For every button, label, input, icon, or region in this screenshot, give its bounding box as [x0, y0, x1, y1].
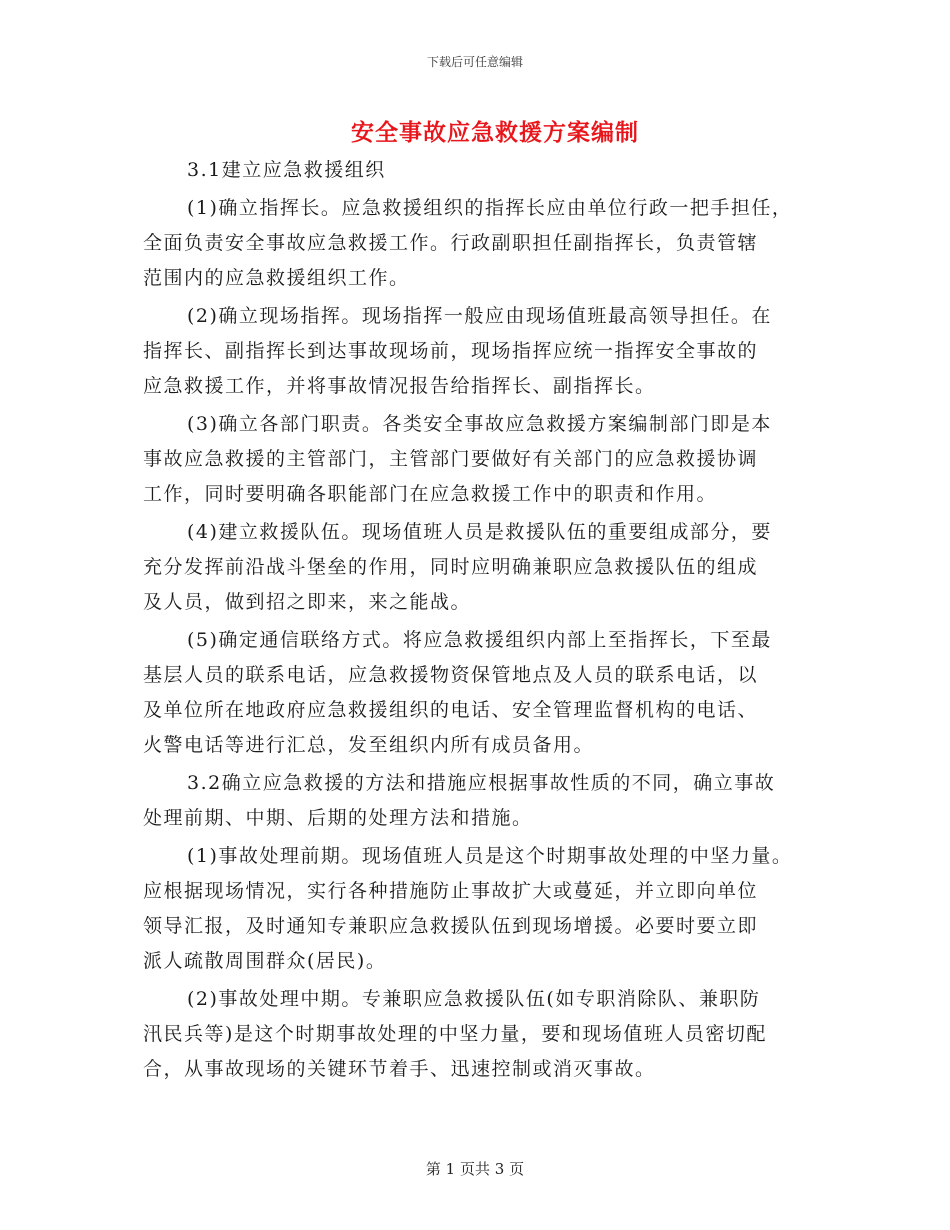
text-line: 领导汇报，及时通知专兼职应急救援队伍到现场增援。必要时要立即 — [143, 915, 759, 937]
paragraph — [143, 299, 823, 404]
text-line: (2)事故处理中期。专兼职应急救援队伍(如专职消除队、兼职防 — [187, 988, 761, 1010]
text-line: 3.2确立应急救援的方法和措施应根据事故性质的不同，确立事故 — [187, 772, 776, 794]
paragraph — [143, 407, 823, 512]
paragraph — [143, 839, 823, 979]
paragraph — [143, 982, 823, 1087]
text-line: 及单位所在地政府应急救援组织的电话、安全管理监督机构的电话、 — [143, 699, 759, 721]
document-title: 安全事故应急救援方案编制 — [351, 119, 639, 146]
text-line: 工作，同时要明确各职能部门在应急救援工作中的职责和作用。 — [143, 483, 718, 505]
text-line: 派人疏散周围群众(居民)。 — [143, 950, 387, 972]
text-line: 充分发挥前沿战斗堡垒的作用，同时应明确兼职应急救援队伍的组成 — [143, 556, 759, 578]
text-line: (5)确定通信联络方式。将应急救援组织内部上至指挥长，下至最 — [187, 629, 772, 651]
text-line: 3.1建立应急救援组织 — [187, 159, 386, 181]
text-line: (3)确立各部门职责。各类安全事故应急救援方案编制部门即是本 — [187, 413, 772, 435]
text-line: 合，从事故现场的关键环节着手、迅速控制或消灭事故。 — [143, 1058, 656, 1080]
text-line: 汛民兵等)是这个时期事故处理的中坚力量，要和现场值班人员密切配 — [143, 1023, 767, 1045]
text-line: 基层人员的联系电话，应急救援物资保管地点及人员的联系电话，以 — [143, 664, 759, 686]
text-line: 及人员，做到招之即来，来之能战。 — [143, 591, 472, 613]
text-line: 应根据现场情况，实行各种措施防止事故扩大或蔓延，并立即向单位 — [143, 880, 759, 902]
paragraph — [143, 515, 823, 620]
text-line: 应急救援工作，并将事故情况报告给指挥长、副指挥长。 — [143, 375, 656, 397]
text-line: (4)建立救援队伍。现场值班人员是救援队伍的重要组成部分，要 — [187, 521, 772, 543]
text-line: 指挥长、副指挥长到达事故现场前，现场指挥应统一指挥安全事故的 — [143, 340, 759, 362]
text-line: (1)事故处理前期。现场值班人员是这个时期事故处理的中坚力量。 — [187, 845, 793, 867]
text-line: 处理前期、中期、后期的处理方法和措施。 — [143, 807, 533, 829]
page-number: 第 1 页共 3 页 — [425, 1160, 525, 1178]
paragraph — [143, 623, 823, 763]
text-line: (1)确立指挥长。应急救援组织的指挥长应由单位行政一把手担任， — [187, 197, 793, 219]
text-line: (2)确立现场指挥。现场指挥一般应由现场值班最高领导担任。在 — [187, 305, 772, 327]
text-line: 事故应急救援的主管部门，主管部门要做好有关部门的应急救援协调 — [143, 448, 759, 470]
text-line: 范围内的应急救援组织工作。 — [143, 267, 410, 289]
document-body — [143, 153, 823, 1090]
section-heading — [143, 766, 823, 836]
section-heading — [143, 153, 823, 188]
text-line: 火警电话等进行汇总，发至组织内所有成员备用。 — [143, 734, 595, 756]
paragraph — [143, 191, 823, 296]
page-header: 下载后可任意编辑 — [426, 55, 523, 69]
text-line: 全面负责安全事故应急救援工作。行政副职担任副指挥长，负责管辖 — [143, 232, 759, 254]
